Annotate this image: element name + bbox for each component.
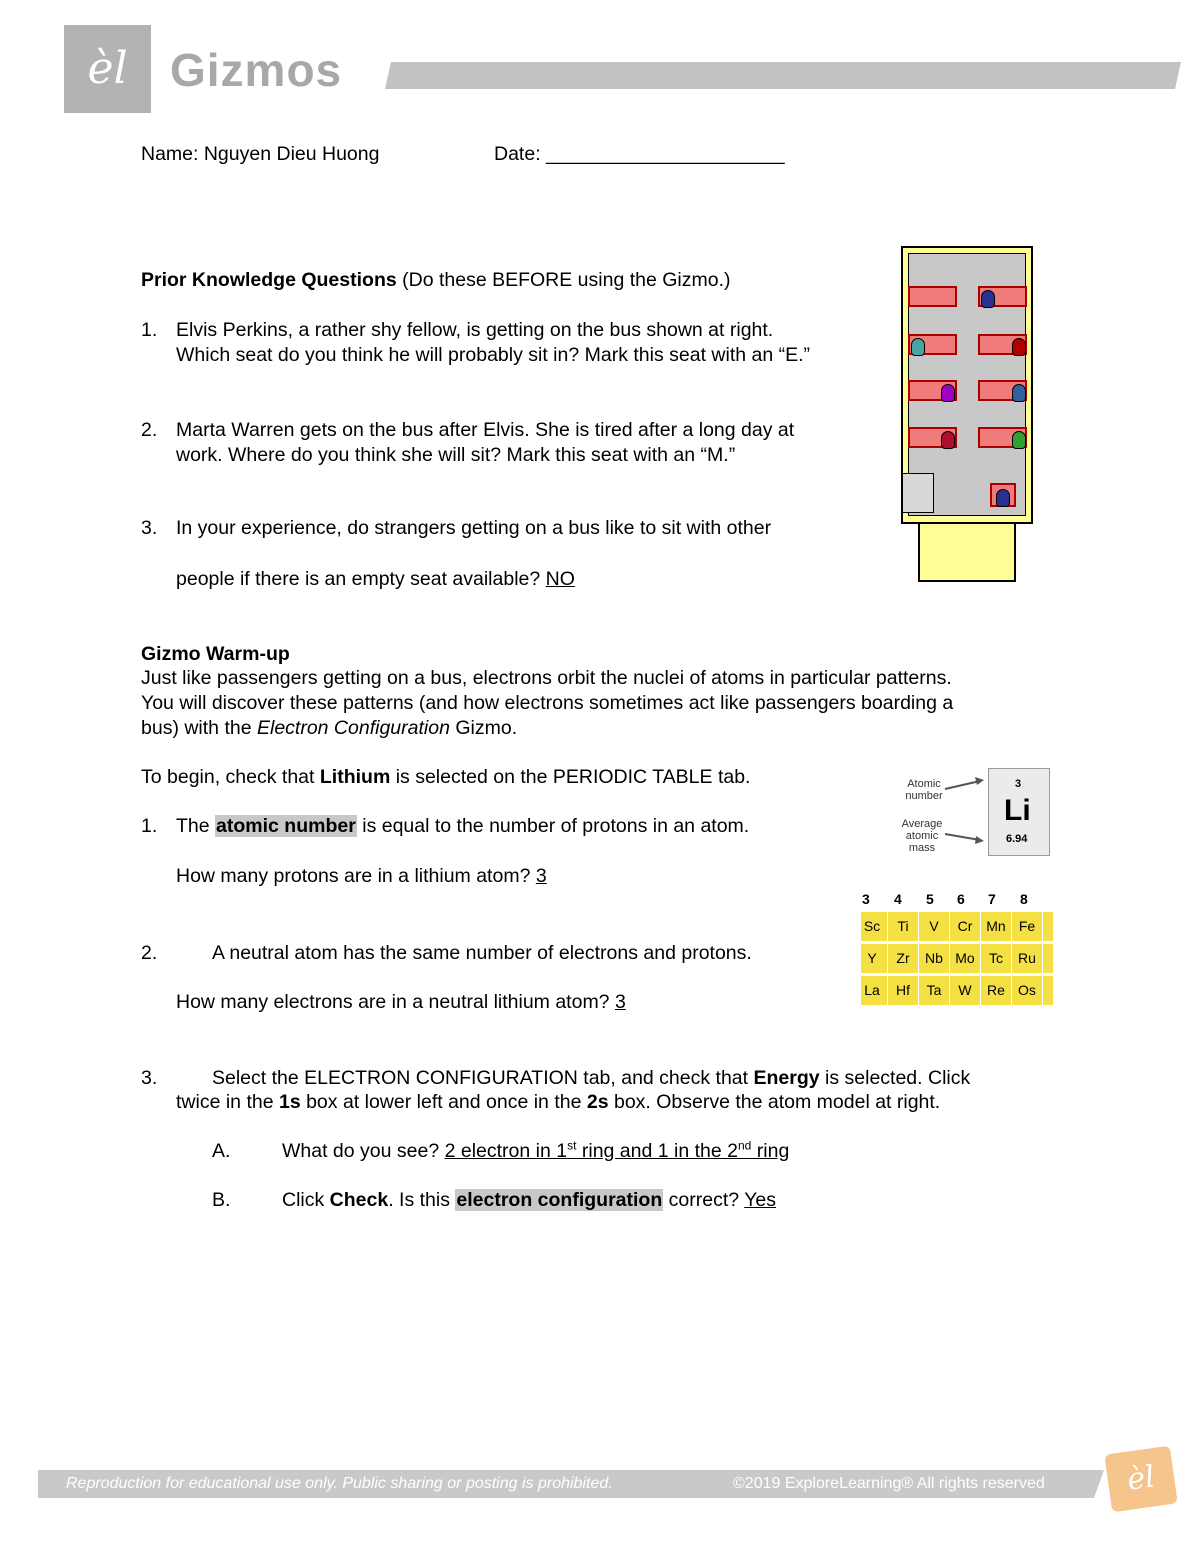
w3-b: is selected. Click xyxy=(819,1067,971,1089)
a-question: What do you see? xyxy=(282,1140,445,1162)
li-symbol: Li xyxy=(1004,794,1031,827)
element-cell: V xyxy=(919,912,949,941)
element-cell: Zr xyxy=(888,944,918,973)
q3-number: 3. xyxy=(141,517,158,539)
b-b: . Is this xyxy=(388,1189,456,1211)
w2-number: 2. xyxy=(141,942,158,964)
q2-line2: work. Where do you think she will sit? Mark this seat with an “M.” xyxy=(176,444,736,466)
q2-number: 2. xyxy=(141,419,158,441)
q1-line1: Elvis Perkins, a rather shy fellow, is getting on the bus shown at right. xyxy=(176,319,774,341)
passenger-icon xyxy=(941,431,955,449)
element-cell: La xyxy=(861,976,887,1005)
warmup-p3-b: Gizmo. xyxy=(449,717,518,739)
element-cell: Cr xyxy=(950,912,980,941)
warmup-heading: Gizmo Warm-up xyxy=(141,643,290,665)
w2-line: A neutral atom has the same number of electrons and protons. xyxy=(212,942,752,964)
w3-number: 3. xyxy=(141,1067,158,1089)
element-cell: Os xyxy=(1012,976,1042,1005)
q1-line2: Which seat do you think he will probably sit in? Mark this seat with an “E.” xyxy=(176,344,811,366)
warmup-p3-italic: Electron Configuration xyxy=(256,717,450,739)
element-cell: Nb xyxy=(919,944,949,973)
warmup-p2: You will discover these patterns (and how electrons sometimes act like passengers boarding a xyxy=(141,692,954,714)
passenger-icon xyxy=(911,338,925,356)
a-sup2: nd xyxy=(738,1138,752,1153)
bus-front xyxy=(918,524,1016,582)
element-cell: Hf xyxy=(888,976,918,1005)
prior-heading-line xyxy=(141,268,731,292)
q3-line1: In your experience, do strangers getting on a bus like to sit with other xyxy=(176,517,772,539)
b-a: Click xyxy=(282,1189,330,1211)
w2-question xyxy=(176,990,626,1014)
w1-b: is equal to the number of protons in an atom. xyxy=(356,815,750,837)
q3-line2 xyxy=(176,567,575,591)
w3-c: twice in the xyxy=(176,1091,279,1113)
bus-door xyxy=(902,473,934,513)
header-bar xyxy=(385,62,1181,89)
element-cell: Re xyxy=(981,976,1011,1005)
pt-group-header: 4 xyxy=(894,891,902,907)
callout-mass-2: atomic xyxy=(905,830,939,842)
w1-number: 1. xyxy=(141,815,158,837)
element-cell: Ru xyxy=(1012,944,1042,973)
q3-answer: NO xyxy=(545,568,575,590)
periodic-table-snippet xyxy=(861,912,1053,1006)
passenger-icon xyxy=(1012,431,1026,449)
name-label: Name: Nguyen Dieu Huong xyxy=(141,143,380,165)
w2-answer: 3 xyxy=(614,991,626,1013)
q1-number: 1. xyxy=(141,319,158,341)
element-cell: Ti xyxy=(888,912,918,941)
element-cell: Sc xyxy=(861,912,887,941)
footer-copyright: ©2019 ExploreLearning® All rights reserved xyxy=(733,1475,1045,1492)
pt-group-header: 7 xyxy=(988,891,996,907)
begin-b: is selected on the PERIODIC TABLE tab. xyxy=(390,766,751,788)
callout-atomic-2: number xyxy=(905,790,943,802)
w1-answer: 3 xyxy=(535,865,547,887)
element-cell: Tc xyxy=(981,944,1011,973)
element-cell-partial xyxy=(1043,912,1053,941)
passenger-icon xyxy=(981,290,995,308)
pt-group-header: 6 xyxy=(957,891,965,907)
a-answer xyxy=(445,1140,790,1162)
warmup-p3-a: bus) with the xyxy=(141,717,257,739)
w3-line1 xyxy=(212,1066,970,1090)
w1-a: The xyxy=(176,815,216,837)
pt-group-header: 5 xyxy=(926,891,934,907)
explorelearning-logo-icon: èl xyxy=(1104,1446,1177,1513)
b-c: correct? xyxy=(663,1189,745,1211)
driver-icon xyxy=(996,489,1010,507)
callout-mass-1: Average xyxy=(901,818,943,830)
b-highlight: electron configuration xyxy=(456,1189,663,1211)
begin-a: To begin, check that xyxy=(141,766,320,788)
element-cell: W xyxy=(950,976,980,1005)
a-label: A. xyxy=(212,1140,231,1162)
passenger-icon xyxy=(1012,338,1026,356)
warmup-p3 xyxy=(141,716,517,740)
callout-arrows-icon xyxy=(940,772,990,852)
q2-line1: Marta Warren gets on the bus after Elvis. She is tired after a long day at xyxy=(176,419,795,441)
pt-group-header: 3 xyxy=(862,891,870,907)
brand-title: Gizmos xyxy=(170,44,343,96)
q3-line2-text: people if there is an empty seat available? xyxy=(176,568,546,590)
a-line xyxy=(282,1139,789,1163)
b-bold: Check xyxy=(329,1189,389,1211)
bus-seat xyxy=(908,286,957,307)
element-cell: Ta xyxy=(919,976,949,1005)
gizmos-logo-icon: èl xyxy=(87,43,128,94)
pt-group-header: 8 xyxy=(1020,891,1028,907)
a-ans3: ring xyxy=(751,1140,790,1162)
w3-bold3: 2s xyxy=(586,1091,609,1113)
passenger-icon xyxy=(941,384,955,402)
callout-atomic-1: Atomic xyxy=(907,778,941,790)
b-answer: Yes xyxy=(744,1189,776,1211)
prior-heading: Prior Knowledge Questions xyxy=(141,269,397,291)
w3-bold: Energy xyxy=(753,1067,820,1089)
w3-d: box at lower left and once in the xyxy=(300,1091,587,1113)
begin-line xyxy=(141,765,750,789)
w1-line xyxy=(176,814,749,838)
li-mass: 6.94 xyxy=(1006,833,1028,845)
w1-q: How many protons are in a lithium atom? xyxy=(176,865,536,887)
a-ans2: ring and 1 in the 2 xyxy=(576,1140,738,1162)
warmup-p1: Just like passengers getting on a bus, electrons orbit the nuclei of atoms in particular patterns. xyxy=(141,667,952,689)
b-label: B. xyxy=(212,1189,231,1211)
passenger-icon xyxy=(1012,384,1026,402)
footer-notice: Reproduction for educational use only. Public sharing or posting is prohibited. xyxy=(66,1475,613,1492)
element-cell: Y xyxy=(861,944,887,973)
w1-question xyxy=(176,864,547,888)
begin-bold: Lithium xyxy=(319,766,391,788)
date-label: Date: ______________________ xyxy=(494,143,785,165)
a-sup1: st xyxy=(567,1138,577,1153)
w3-a: Select the ELECTRON CONFIGURATION tab, and check that xyxy=(212,1067,754,1089)
element-cell-partial xyxy=(1043,976,1053,1005)
element-cell: Mo xyxy=(950,944,980,973)
prior-heading-note: (Do these BEFORE using the Gizmo.) xyxy=(396,269,731,291)
callout-mass-3: mass xyxy=(908,842,936,854)
b-line xyxy=(282,1188,776,1212)
w1-highlight: atomic number xyxy=(216,815,356,837)
w2-q: How many electrons are in a neutral lithium atom? xyxy=(176,991,615,1013)
w3-line2 xyxy=(176,1090,940,1114)
w3-bold2: 1s xyxy=(278,1091,301,1113)
li-number: 3 xyxy=(1015,778,1022,790)
element-cell-partial xyxy=(1043,944,1053,973)
w3-e: box. Observe the atom model at right. xyxy=(608,1091,941,1113)
element-cell: Fe xyxy=(1012,912,1042,941)
element-cell: Mn xyxy=(981,912,1011,941)
a-ans1: 2 electron in 1 xyxy=(444,1140,568,1162)
